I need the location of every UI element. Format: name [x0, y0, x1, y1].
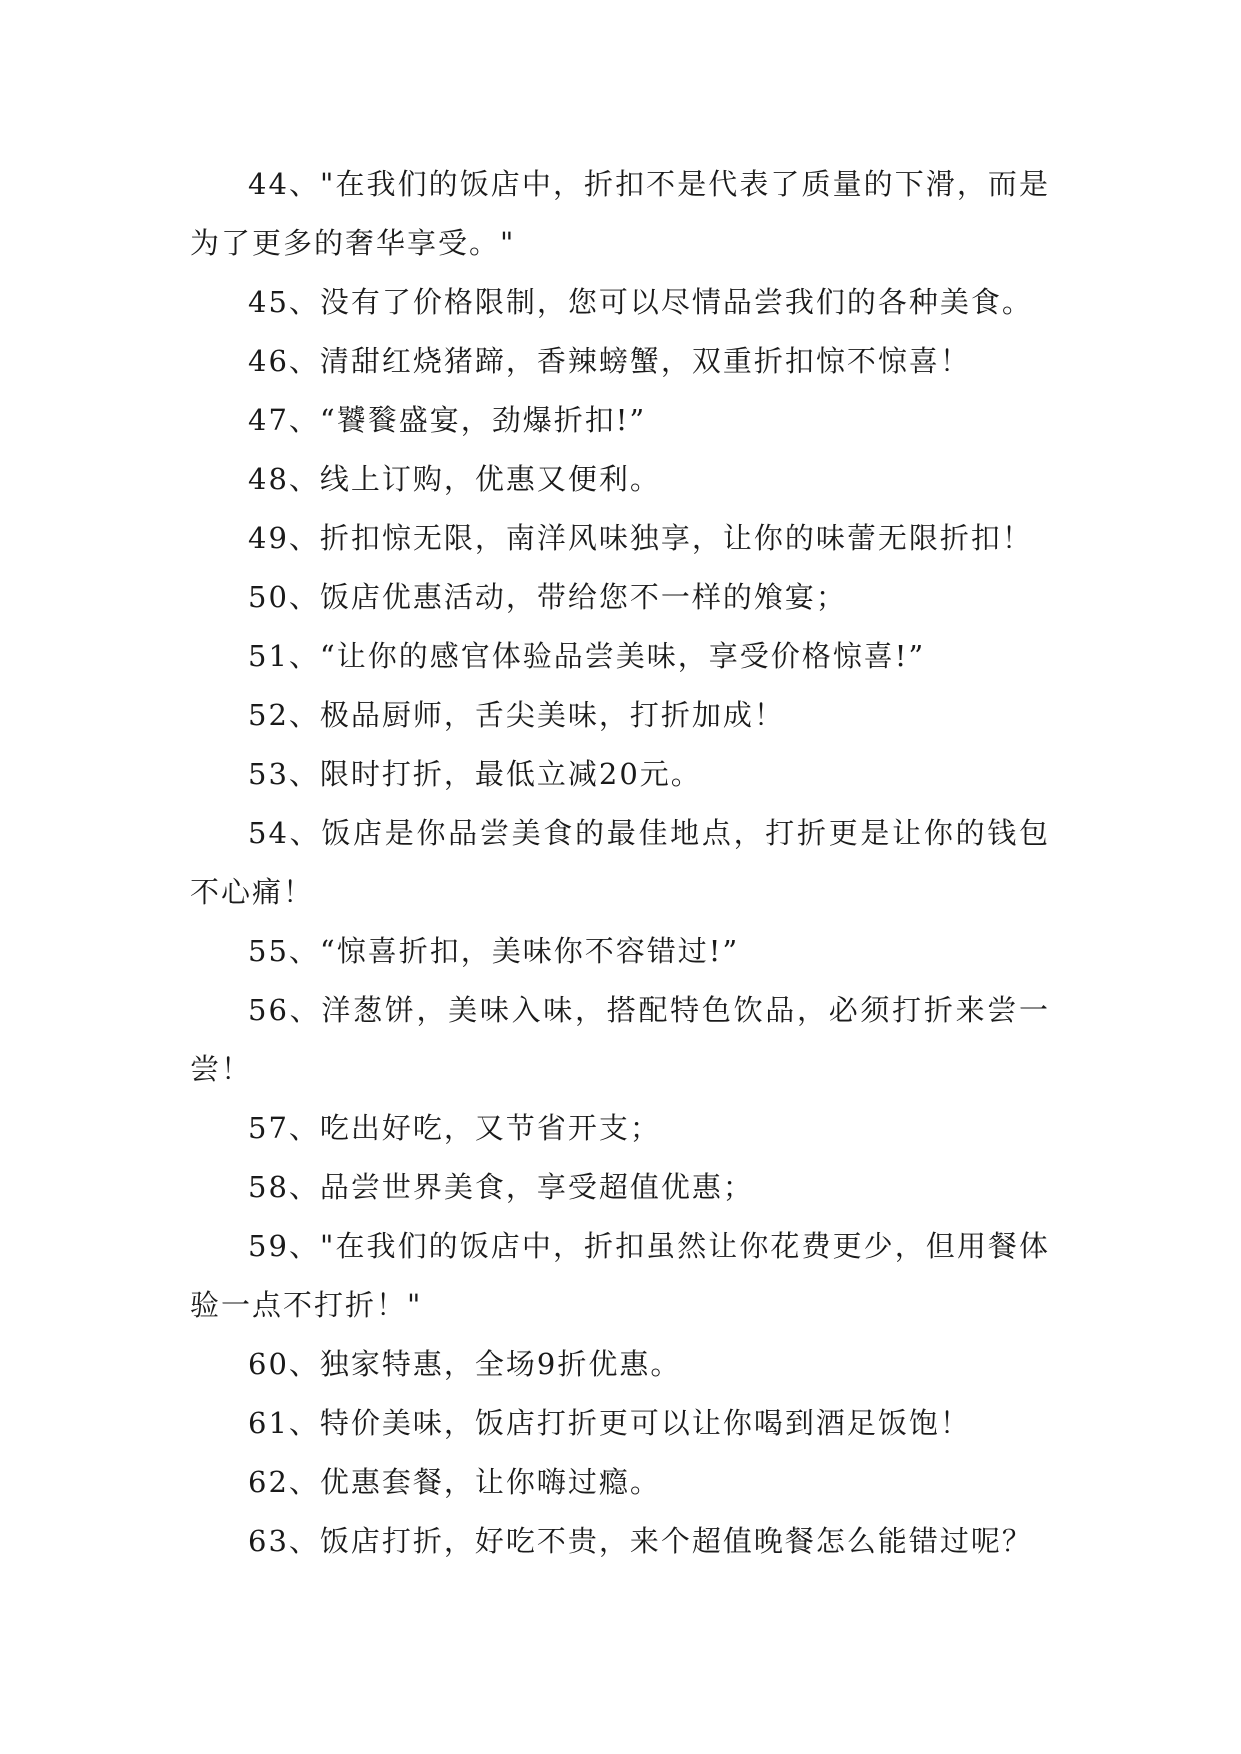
slogan-item-48: 48、线上订购，优惠又便利。: [248, 462, 661, 496]
slogan-item-55: 55、“惊喜折扣，美味你不容错过!”: [248, 934, 740, 968]
slogan-item-56: 56、洋葱饼，美味入味，搭配特色饮品，必须打折来尝一尝！: [190, 993, 1050, 1086]
slogan-item-60: 60、独家特惠，全场9折优惠。: [248, 1347, 682, 1381]
slogan-item-50: 50、饭店优惠活动，带给您不一样的飧宴；: [248, 580, 847, 614]
slogan-item-63: 63、饭店打折，好吃不贵，来个超值晚餐怎么能错过呢？: [248, 1524, 1033, 1558]
slogan-item-52: 52、极品厨师，舌尖美味，打折加成！: [248, 698, 785, 732]
slogan-item-58: 58、品尝世界美食，享受超值优惠；: [248, 1170, 754, 1204]
slogan-item-46: 46、清甜红烧猪蹄，香辣螃蟹，双重折扣惊不惊喜！: [248, 344, 971, 378]
slogan-item-61: 61、特价美味，饭店打折更可以让你喝到酒足饭饱！: [248, 1406, 971, 1440]
slogan-item-54: 54、饭店是你品尝美食的最佳地点，打折更是让你的钱包不心痛！: [190, 816, 1050, 909]
slogan-item-59: 59、"在我们的饭店中，折扣虽然让你花费更少，但用餐体验一点不打折！": [190, 1229, 1050, 1322]
slogan-item-53: 53、限时打折，最低立减20元。: [248, 757, 702, 791]
slogan-item-47: 47、“饕餮盛宴，劲爆折扣!”: [248, 403, 647, 437]
slogan-item-49: 49、折扣惊无限，南洋风味独享，让你的味蕾无限折扣！: [248, 521, 1033, 555]
document-body: [190, 155, 1050, 1571]
slogan-item-44: 44、"在我们的饭店中，折扣不是代表了质量的下滑，而是为了更多的奢华享受。": [190, 167, 1050, 260]
slogan-item-62: 62、优惠套餐，让你嗨过瘾。: [248, 1465, 661, 1499]
slogan-item-45: 45、没有了价格限制，您可以尽情品尝我们的各种美食。: [248, 285, 1033, 319]
slogan-item-51: 51、“让你的感官体验品尝美味，享受价格惊喜!”: [248, 639, 926, 673]
slogan-item-57: 57、吃出好吃，又节省开支；: [248, 1111, 661, 1145]
